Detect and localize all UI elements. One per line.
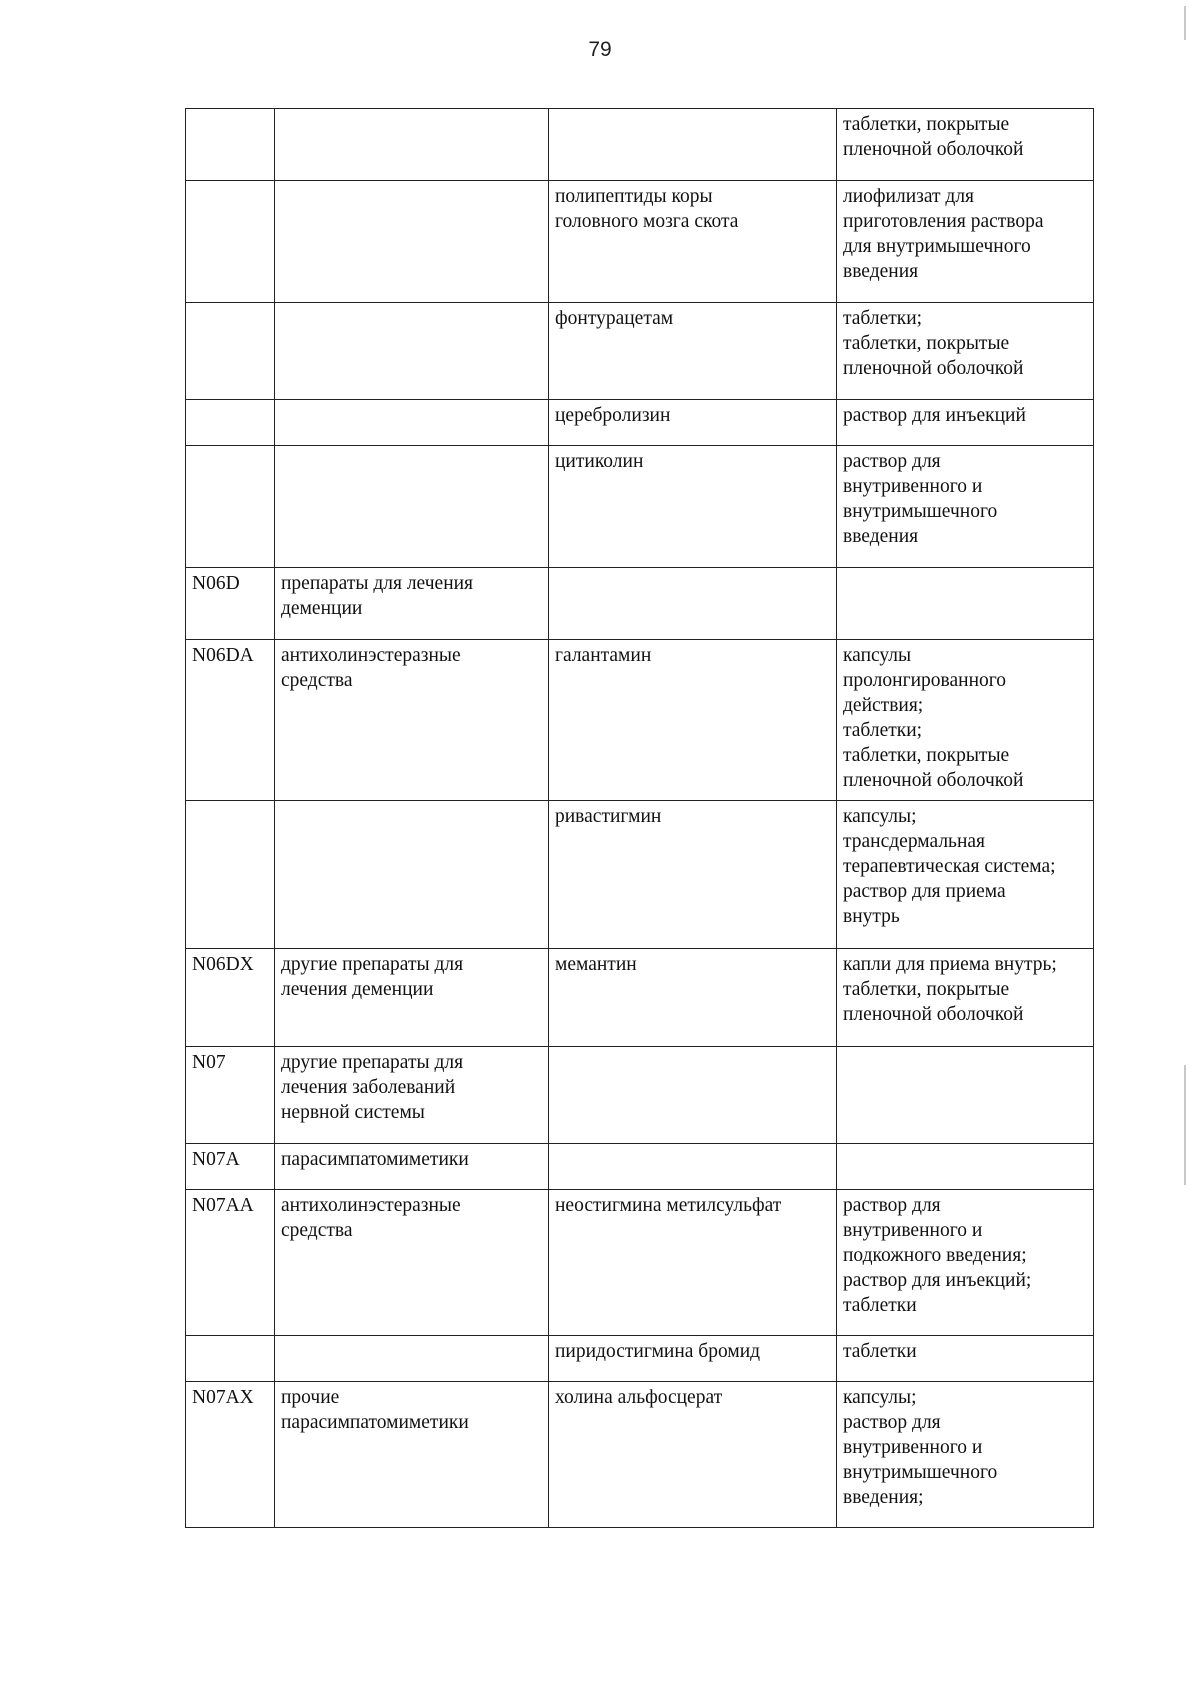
drug-list-table — [185, 108, 1094, 1528]
scan-edge-mark-top — [1184, 6, 1186, 40]
dosage-form-cell — [837, 1047, 1094, 1144]
atc-code-cell: N07A — [186, 1144, 275, 1190]
group-name-cell: прочие парасимпатомиметики — [275, 1382, 549, 1528]
drug-name-cell: полипептиды коры головного мозга скота — [549, 181, 837, 303]
dosage-form-cell: таблетки — [837, 1336, 1094, 1382]
drug-name-cell: галантамин — [549, 640, 837, 801]
dosage-form-cell: раствор для внутривенного и подкожного введения; раствор для инъекций; таблетки — [837, 1190, 1094, 1336]
drug-name-cell — [549, 1047, 837, 1144]
dosage-form-cell: раствор для внутривенного и внутримышечного введения — [837, 446, 1094, 568]
atc-code-cell: N06D — [186, 568, 275, 640]
table-row — [186, 1382, 1094, 1528]
table-row — [186, 568, 1094, 640]
table-row — [186, 1336, 1094, 1382]
table-row — [186, 949, 1094, 1047]
drug-name-cell: цитиколин — [549, 446, 837, 568]
group-name-cell: антихолинэстеразные средства — [275, 1190, 549, 1336]
atc-code-cell — [186, 446, 275, 568]
drug-name-cell: холина альфосцерат — [549, 1382, 837, 1528]
table-row — [186, 1047, 1094, 1144]
drug-name-cell — [549, 1144, 837, 1190]
page-number: 79 — [588, 38, 612, 61]
drug-name-cell: ривастигмин — [549, 801, 837, 949]
atc-code-cell: N07AA — [186, 1190, 275, 1336]
drug-name-cell: фонтурацетам — [549, 303, 837, 400]
table-row — [186, 400, 1094, 446]
scan-edge-mark-bottom — [1184, 1065, 1186, 1185]
dosage-form-cell: лиофилизат для приготовления раствора для внутримышечного введения — [837, 181, 1094, 303]
atc-code-cell — [186, 1336, 275, 1382]
drug-name-cell: неостигмина метилсульфат — [549, 1190, 837, 1336]
drug-name-cell — [549, 568, 837, 640]
atc-code-cell: N07AX — [186, 1382, 275, 1528]
group-name-cell — [275, 1336, 549, 1382]
dosage-form-cell — [837, 1144, 1094, 1190]
dosage-form-cell — [837, 568, 1094, 640]
dosage-form-cell: таблетки, покрытые пленочной оболочкой — [837, 109, 1094, 181]
dosage-form-cell: капсулы; трансдермальная терапевтическая система; раствор для приема внутрь — [837, 801, 1094, 949]
table-row — [186, 1190, 1094, 1336]
dosage-form-cell: капсулы пролонгированного действия; таблетки; таблетки, покрытые пленочной оболочкой — [837, 640, 1094, 801]
drug-name-cell: церебролизин — [549, 400, 837, 446]
table-row — [186, 1144, 1094, 1190]
group-name-cell: антихолинэстеразные средства — [275, 640, 549, 801]
drug-name-cell — [549, 109, 837, 181]
atc-code-cell — [186, 181, 275, 303]
group-name-cell: другие препараты для лечения деменции — [275, 949, 549, 1047]
group-name-cell — [275, 801, 549, 949]
atc-code-cell: N07 — [186, 1047, 275, 1144]
group-name-cell — [275, 181, 549, 303]
table-row — [186, 303, 1094, 400]
dosage-form-cell: раствор для инъекций — [837, 400, 1094, 446]
group-name-cell: препараты для лечения деменции — [275, 568, 549, 640]
dosage-form-cell: капсулы; раствор для внутривенного и внутримышечного введения; — [837, 1382, 1094, 1528]
table-row — [186, 640, 1094, 801]
atc-code-cell — [186, 303, 275, 400]
atc-code-cell — [186, 801, 275, 949]
group-name-cell: другие препараты для лечения заболеваний нервной системы — [275, 1047, 549, 1144]
drug-name-cell: пиридостигмина бромид — [549, 1336, 837, 1382]
table-row — [186, 801, 1094, 949]
table-row — [186, 109, 1094, 181]
table-row — [186, 446, 1094, 568]
table-row — [186, 181, 1094, 303]
group-name-cell — [275, 303, 549, 400]
group-name-cell — [275, 446, 549, 568]
group-name-cell — [275, 400, 549, 446]
group-name-cell: парасимпатомиметики — [275, 1144, 549, 1190]
drug-name-cell: мемантин — [549, 949, 837, 1047]
group-name-cell — [275, 109, 549, 181]
dosage-form-cell: таблетки; таблетки, покрытые пленочной оболочкой — [837, 303, 1094, 400]
atc-code-cell: N06DX — [186, 949, 275, 1047]
atc-code-cell: N06DA — [186, 640, 275, 801]
atc-code-cell — [186, 109, 275, 181]
dosage-form-cell: капли для приема внутрь; таблетки, покрытые пленочной оболочкой — [837, 949, 1094, 1047]
atc-code-cell — [186, 400, 275, 446]
